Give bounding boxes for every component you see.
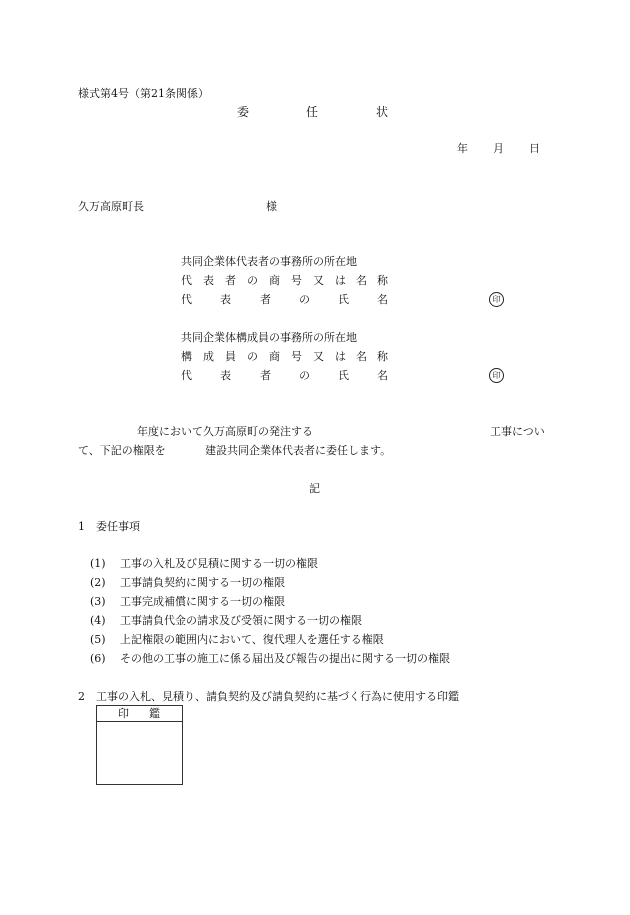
representative-trade-name-char: 号: [291, 274, 302, 287]
member-trade-name-char: 称: [377, 350, 388, 363]
paragraph-line1-start: 年度において久万高原町の発注する: [137, 425, 313, 438]
item-text: 工事請負契約に関する一切の権限: [120, 576, 285, 589]
section2-heading: 2 工事の入札、見積り、請負契約及び請負契約に基づく行為に使用する印鑑: [78, 690, 459, 703]
member-trade-name-char: は: [335, 350, 346, 363]
representative-trade-name-char: 又: [313, 274, 324, 287]
item-text: 工事請負代金の請求及び受領に関する一切の権限: [120, 614, 362, 627]
representative-trade-name-char: 称: [377, 274, 388, 287]
title-char: 委: [237, 105, 250, 119]
item-number: (3): [90, 595, 106, 608]
item-text: 工事完成補償に関する一切の権限: [120, 595, 285, 608]
addressee-honorific: 様: [266, 200, 277, 213]
seal-box-label-char: 鑑: [149, 707, 160, 720]
member-person-name-char: の: [299, 369, 310, 382]
title-char: 状: [376, 105, 389, 119]
member-trade-name-char: 名: [356, 350, 367, 363]
date-month: 月: [493, 142, 504, 155]
representative-trade-name-char: 表: [203, 274, 214, 287]
representative-person-name-char: 名: [377, 293, 388, 306]
item-number: (4): [90, 614, 106, 627]
item-number: (2): [90, 576, 106, 589]
member-trade-name-char: 成: [203, 350, 214, 363]
paragraph-line2-start: て、下記の権限を: [78, 444, 166, 457]
item-number: (5): [90, 633, 106, 646]
representative-seal-mark: 印: [489, 292, 504, 307]
seal-box-header: [97, 706, 182, 722]
ki-heading: 記: [309, 482, 320, 495]
item-number: (6): [90, 652, 106, 665]
representative-person-name-char: 者: [260, 293, 271, 306]
member-trade-name-char: 商: [269, 350, 280, 363]
representative-person-name-char: 表: [220, 293, 231, 306]
representative-trade-name-char: 名: [356, 274, 367, 287]
member-person-name-char: 氏: [338, 369, 349, 382]
member-trade-name-char: 号: [291, 350, 302, 363]
item-number: (1): [90, 557, 106, 570]
member-trade-name-char: の: [247, 350, 258, 363]
member-person-name-char: 代: [181, 369, 192, 382]
title-char: 任: [306, 105, 319, 119]
member-office-address-label: 共同企業体構成員の事務所の所在地: [181, 331, 357, 344]
paragraph-line1-end: 工事につい: [490, 425, 545, 438]
representative-trade-name-char: 代: [181, 274, 192, 287]
date-year: 年: [457, 142, 468, 155]
representative-trade-name-char: 者: [225, 274, 236, 287]
member-trade-name-char: 員: [225, 350, 236, 363]
item-text: 上記権限の範囲内において、復代理人を選任する権限: [120, 633, 384, 646]
item-text: 工事の入札及び見積に関する一切の権限: [120, 557, 318, 570]
member-trade-name-char: 又: [313, 350, 324, 363]
form-number: 様式第4号（第21条関係）: [78, 87, 209, 100]
section1-heading: 1 委任事項: [78, 520, 140, 533]
item-text: その他の工事の施工に係る届出及び報告の提出に関する一切の権限: [120, 652, 450, 665]
representative-trade-name-char: は: [335, 274, 346, 287]
date-day: 日: [529, 142, 540, 155]
member-person-name-char: 名: [377, 369, 388, 382]
member-seal-mark: 印: [489, 368, 504, 383]
representative-person-name-char: の: [299, 293, 310, 306]
member-person-name-char: 者: [260, 369, 271, 382]
member-trade-name-char: 構: [181, 350, 192, 363]
seal-impression-box: [96, 705, 183, 785]
representative-person-name-char: 代: [181, 293, 192, 306]
representative-person-name-char: 氏: [338, 293, 349, 306]
member-person-name-char: 表: [220, 369, 231, 382]
representative-office-address-label: 共同企業体代表者の事務所の所在地: [181, 255, 357, 268]
seal-box-label-char: 印: [118, 707, 129, 720]
paragraph-line2-end: 建設共同企業体代表者に委任します。: [205, 444, 392, 457]
addressee-name: 久万高原町長: [78, 200, 144, 213]
representative-trade-name-char: の: [247, 274, 258, 287]
representative-trade-name-char: 商: [269, 274, 280, 287]
